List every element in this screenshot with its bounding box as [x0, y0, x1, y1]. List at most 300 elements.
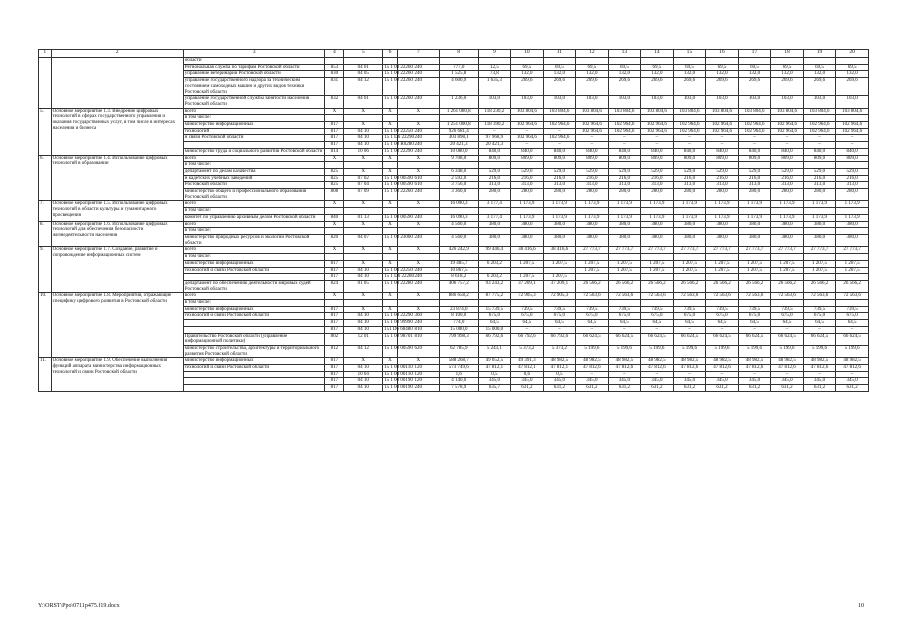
- amount-cell: 809,0: [608, 155, 641, 162]
- amount-cell: –: [673, 326, 706, 333]
- amount-cell: 102 964,6: [836, 122, 869, 129]
- amount-cell: 380,0: [543, 234, 576, 246]
- amount-cell: 5 373,2: [511, 345, 544, 357]
- amount-cell: 739,5: [803, 306, 836, 313]
- amount-cell: 23 874,0: [439, 306, 478, 313]
- amount-cell: 26 566,2: [641, 280, 674, 292]
- budget-code-cell: [344, 162, 383, 169]
- amount-cell: 47 812,6: [576, 365, 609, 372]
- amount-cell: 280,0: [641, 189, 674, 201]
- amount-cell: 269,6: [738, 78, 771, 96]
- amount-cell: 4 560,0: [439, 221, 478, 228]
- amount-cell: 132,0: [771, 71, 804, 78]
- amount-cell: 64,5: [543, 320, 576, 327]
- amount-cell: 1 207,5: [771, 260, 804, 267]
- amount-cell: 103,0: [738, 96, 771, 108]
- budget-code-cell: 01 05: [344, 280, 383, 292]
- amount-cell: 280,0: [608, 189, 641, 201]
- amount-cell: 269,6: [543, 78, 576, 96]
- amount-cell: –: [608, 326, 641, 333]
- budget-code-cell: 610: [397, 175, 439, 182]
- amount-cell: 102 964,6: [771, 122, 804, 129]
- amount-cell: 739,5: [576, 306, 609, 313]
- amount-cell: 15 000,0: [439, 326, 478, 333]
- amount-cell: 631,2: [673, 385, 706, 392]
- amount-cell: 631,2: [738, 385, 771, 392]
- amount-cell: 6 348,0: [439, 168, 478, 175]
- amount-cell: 66 624,5: [608, 333, 641, 345]
- amount-cell: 675,0: [836, 313, 869, 320]
- column-number: 16: [706, 50, 739, 58]
- amount-cell: 132,0: [641, 71, 674, 78]
- amount-cell: 19 485,7: [439, 260, 478, 267]
- amount-cell: 1 173,9: [608, 214, 641, 221]
- amount-cell: 102 964,6: [803, 128, 836, 135]
- amount-cell: –: [771, 135, 804, 142]
- budget-code-cell: [383, 162, 398, 169]
- amount-cell: 1 173,9: [706, 214, 739, 221]
- amount-cell: 380,0: [576, 234, 609, 246]
- amount-cell: 47 812,1: [478, 365, 511, 372]
- amount-cell: 313,0: [511, 182, 544, 189]
- amount-cell: 103 804,6: [803, 108, 836, 115]
- amount-cell: 675,0: [673, 313, 706, 320]
- amount-cell: [706, 162, 739, 169]
- budget-code-cell: 15 1 00 22250: [384, 128, 413, 134]
- amount-cell: 840,0: [543, 148, 576, 155]
- amount-cell: 93 243,2: [478, 280, 511, 292]
- amount-cell: 72 563,6: [706, 293, 739, 300]
- budget-code-cell: 04 10: [344, 378, 383, 385]
- amount-cell: 72 563,6: [576, 293, 609, 300]
- budget-code-cell: X: [397, 293, 439, 300]
- responsible-executor: министерство природных ресурсов и экологии Ростовской области: [183, 234, 325, 246]
- amount-cell: 20 421,3: [439, 142, 478, 149]
- amount-cell: 380,0: [478, 234, 511, 246]
- budget-code-cell: 15 1 00 R0280: [384, 142, 414, 148]
- amount-cell: [478, 300, 511, 307]
- column-number: 6: [383, 50, 398, 58]
- budget-code-cell: 817: [325, 326, 344, 333]
- amount-cell: 1 207,5: [836, 260, 869, 267]
- amount-cell: 64,5: [673, 320, 706, 327]
- amount-cell: 103 804,6: [836, 108, 869, 115]
- amount-cell: 631,2: [803, 385, 836, 392]
- amount-cell: –: [771, 326, 804, 333]
- amount-cell: 840,0: [511, 148, 544, 155]
- amount-cell: 118 230,2: [478, 108, 511, 115]
- column-number: 14: [641, 50, 674, 58]
- amount-cell: –: [706, 142, 739, 149]
- responsible-executor: департамент по обеспечению деятельности мировых судей Ростовской области: [183, 280, 325, 292]
- amount-cell: 103,0: [576, 96, 609, 108]
- amount-cell: 15 739,5: [478, 306, 511, 313]
- budget-code-cell: 04 10: [344, 365, 383, 372]
- amount-cell: 840,0: [738, 148, 771, 155]
- responsible-executor: министерство труда и социального развития Ростовской области: [183, 148, 325, 155]
- budget-code-cell: 04 01: [344, 96, 383, 108]
- budget-code-cell: X: [344, 221, 383, 228]
- amount-cell: 840,0: [673, 148, 706, 155]
- amount-cell: 216,0: [771, 175, 804, 182]
- budget-code-cell: 15 1 D6 22290: [384, 135, 414, 141]
- budget-code-cell: [344, 115, 383, 122]
- amount-cell: [836, 274, 869, 281]
- amount-cell: –: [641, 135, 674, 142]
- amount-cell: 1,6: [439, 371, 478, 378]
- amount-cell: [706, 208, 739, 215]
- amount-cell: 345,0: [641, 378, 674, 385]
- amount-cell: 64,5: [706, 320, 739, 327]
- column-number: 17: [738, 50, 771, 58]
- amount-cell: 132,0: [576, 71, 609, 78]
- amount-cell: 72 905,3: [543, 293, 576, 300]
- amount-cell: [608, 228, 641, 235]
- budget-code-cell: 04 01: [344, 64, 383, 71]
- amount-cell: 380,0: [478, 221, 511, 228]
- amount-cell: 103 804,6: [576, 108, 609, 115]
- column-number: 5: [344, 50, 383, 58]
- amount-cell: –: [543, 128, 576, 135]
- amount-cell: 103 804,6: [511, 108, 544, 115]
- amount-cell: 26 566,2: [803, 280, 836, 292]
- amount-cell: 38 416,6: [543, 247, 576, 254]
- amount-cell: 132,0: [511, 71, 544, 78]
- activity-name: [51, 58, 183, 109]
- row-number: 11.: [39, 358, 52, 392]
- amount-cell: 739,5: [706, 306, 739, 313]
- amount-cell: 6 203,2: [478, 260, 511, 267]
- amount-cell: 47 812,6: [738, 365, 771, 372]
- amount-cell: –: [641, 326, 674, 333]
- budget-code-cell: 120: [397, 378, 439, 385]
- column-number-row: [39, 50, 869, 58]
- budget-code-cell: X: [383, 306, 398, 313]
- amount-cell: 0,6: [511, 371, 544, 378]
- amount-cell: [836, 58, 869, 65]
- budget-code-cell: 817: [325, 378, 344, 385]
- amount-cell: [771, 115, 804, 122]
- budget-code-cell: X: [325, 247, 344, 254]
- amount-cell: 313,0: [706, 182, 739, 189]
- budget-code-cell: 10 06: [344, 148, 383, 155]
- amount-cell: –: [771, 142, 804, 149]
- amount-cell: –: [478, 128, 511, 135]
- amount-cell: 380,0: [673, 234, 706, 246]
- amount-cell: 280,0: [706, 189, 739, 201]
- amount-cell: 69,5: [706, 64, 739, 71]
- amount-cell: 1 207,5: [608, 267, 641, 274]
- amount-cell: 675,0: [608, 313, 641, 320]
- amount-cell: 102 964,6: [803, 122, 836, 129]
- amount-cell: [771, 162, 804, 169]
- amount-cell: [478, 58, 511, 65]
- budget-code-cell: 15 1 00 23000: [383, 234, 398, 246]
- row-number: 7.: [39, 201, 52, 221]
- budget-code-cell: X: [397, 247, 439, 254]
- responsible-executor: технологий: [183, 128, 325, 135]
- amount-cell: 1 173,9: [576, 201, 609, 208]
- amount-cell: [803, 300, 836, 307]
- amount-cell: 529,0: [543, 168, 576, 175]
- budget-code-cell: 240: [397, 64, 439, 71]
- amount-cell: 380,0: [836, 234, 869, 246]
- amount-cell: 72 563,6: [803, 293, 836, 300]
- amount-cell: [836, 115, 869, 122]
- amount-cell: 118 390,2: [478, 122, 511, 129]
- amount-cell: 69,5: [771, 64, 804, 71]
- responsible-executor: министерство информационных: [183, 306, 325, 313]
- amount-cell: 1 207,5: [641, 267, 674, 274]
- amount-cell: 48 982,5: [543, 358, 576, 365]
- amount-cell: –: [673, 135, 706, 142]
- activity-name: Основное мероприятие 1.4. Использование цифровых технологий в образовании: [51, 155, 183, 201]
- amount-cell: –: [576, 142, 609, 149]
- amount-cell: 739,5: [511, 306, 544, 313]
- amount-cell: 48 982,5: [803, 358, 836, 365]
- amount-cell: 102 964,6: [673, 128, 706, 135]
- amount-cell: 269,6: [576, 78, 609, 96]
- amount-cell: 313,0: [738, 182, 771, 189]
- budget-table: [38, 49, 869, 392]
- amount-cell: [511, 162, 544, 169]
- amount-cell: 675,0: [738, 313, 771, 320]
- column-number: 13: [608, 50, 641, 58]
- budget-code-cell: 15 1 00 22260: [383, 96, 398, 108]
- amount-cell: 1 173,9: [771, 201, 804, 208]
- amount-cell: 1 207,5: [738, 260, 771, 267]
- responsible-executor: и связи Ростовской области: [183, 135, 325, 142]
- budget-code-cell: 07 02: [344, 175, 383, 182]
- amount-cell: [706, 115, 739, 122]
- amount-cell: 216,0: [673, 175, 706, 182]
- responsible-executor: управление государственной службы занятости населения Ростовской области: [183, 96, 325, 108]
- amount-cell: 72 563,6: [641, 293, 674, 300]
- amount-cell: 10 080,0: [439, 148, 478, 155]
- amount-cell: 631,2: [706, 385, 739, 392]
- amount-cell: –: [608, 371, 641, 378]
- budget-code-cell: 15 1 00 00590: [384, 182, 413, 188]
- amount-cell: [706, 274, 739, 281]
- amount-cell: [836, 162, 869, 169]
- budget-code-cell: X: [344, 201, 383, 208]
- budget-code-cell: 04 10: [344, 320, 383, 327]
- budget-code-cell: 360: [397, 313, 439, 320]
- column-number: 7: [397, 50, 439, 58]
- amount-cell: –: [738, 135, 771, 142]
- budget-code-cell: X: [344, 108, 383, 115]
- responsible-executor: управление ветеринарии Ростовской области: [183, 71, 325, 78]
- responsible-executor: министерство строительства, архитектуры и территориального развития Ростовской области: [183, 345, 325, 357]
- amount-cell: 809,0: [706, 155, 739, 162]
- responsible-executor: министерство общего и профессионального образования Ростовской области: [183, 189, 325, 201]
- amount-cell: 631,2: [641, 385, 674, 392]
- amount-cell: [478, 162, 511, 169]
- amount-cell: 1 251 000,8: [439, 122, 478, 129]
- amount-cell: [771, 228, 804, 235]
- amount-cell: 27 773,7: [803, 247, 836, 254]
- amount-cell: 345,0: [511, 378, 544, 385]
- amount-cell: 631,2: [543, 385, 576, 392]
- budget-code-cell: X: [325, 201, 344, 208]
- budget-code-cell: 15 1 00 00110: [384, 365, 413, 371]
- amount-cell: 66 792,6: [511, 333, 544, 345]
- responsible-executor: министерство информационных: [183, 358, 325, 365]
- amount-cell: 64,5: [576, 320, 609, 327]
- amount-cell: –: [641, 371, 674, 378]
- column-number: 12: [576, 50, 609, 58]
- amount-cell: 1 207,5: [673, 260, 706, 267]
- amount-cell: 2 592,0: [439, 175, 478, 182]
- amount-cell: 66 624,5: [641, 333, 674, 345]
- budget-code-cell: 817: [325, 371, 344, 378]
- budget-code-cell: 240: [397, 320, 439, 327]
- amount-cell: [771, 208, 804, 215]
- amount-cell: 102 964,6: [706, 122, 739, 129]
- amount-cell: 269,6: [511, 78, 544, 96]
- amount-cell: [608, 300, 641, 307]
- responsible-executor: в том числе:: [183, 300, 325, 307]
- amount-cell: 132,0: [706, 71, 739, 78]
- amount-cell: 380,0: [511, 234, 544, 246]
- amount-cell: 280,0: [673, 189, 706, 201]
- amount-cell: 102 964,6: [576, 122, 609, 129]
- budget-code-cell: X: [325, 108, 344, 115]
- amount-cell: –: [641, 142, 674, 149]
- amount-cell: 103,0: [673, 96, 706, 108]
- amount-cell: 37 209,1: [543, 280, 576, 292]
- amount-cell: 529,0: [478, 168, 511, 175]
- budget-code-cell: X: [383, 260, 398, 267]
- amount-cell: 216,0: [706, 175, 739, 182]
- amount-cell: 97 968,9: [478, 135, 511, 142]
- amount-cell: 631,2: [576, 385, 609, 392]
- amount-cell: 840,0: [771, 148, 804, 155]
- amount-cell: [803, 162, 836, 169]
- budget-code-cell: 240: [397, 96, 439, 108]
- table-row: [39, 108, 869, 115]
- amount-cell: 1 207,5: [706, 260, 739, 267]
- amount-cell: 48 982,5: [608, 358, 641, 365]
- table-row: [39, 201, 869, 208]
- budget-code-cell: 151 D6 68480: [384, 326, 413, 332]
- amount-cell: 1 207,5: [543, 274, 576, 281]
- amount-cell: 269,6: [803, 78, 836, 96]
- amount-cell: [439, 208, 478, 215]
- amount-cell: 216,0: [511, 175, 544, 182]
- budget-code-cell: 04 10: [344, 313, 383, 320]
- amount-cell: 1 173,9: [706, 201, 739, 208]
- budget-code-cell: 15 1 00 22290: [384, 148, 413, 154]
- amount-cell: 5 199,6: [803, 345, 836, 357]
- amount-cell: 49 052,5: [478, 358, 511, 365]
- budget-code-cell: [383, 254, 398, 261]
- responsible-executor: технологий и связи Ростовской области: [183, 267, 325, 274]
- amount-cell: [576, 208, 609, 215]
- amount-cell: 103,0: [771, 96, 804, 108]
- budget-code-cell: 15 1 00 22250: [384, 267, 413, 273]
- amount-cell: [543, 267, 576, 274]
- amount-cell: [673, 300, 706, 307]
- amount-cell: [673, 208, 706, 215]
- budget-code-cell: 120: [397, 365, 439, 372]
- amount-cell: [803, 208, 836, 215]
- amount-cell: 132,0: [738, 71, 771, 78]
- amount-cell: 675,0: [511, 313, 544, 320]
- budget-code-cell: [397, 115, 439, 122]
- amount-cell: [543, 162, 576, 169]
- amount-cell: 380,0: [771, 221, 804, 228]
- amount-cell: 313,0: [543, 182, 576, 189]
- amount-cell: 1 173,9: [641, 214, 674, 221]
- budget-code-cell: 240: [397, 135, 439, 142]
- budget-code-cell: 240: [397, 214, 439, 221]
- amount-cell: 103,0: [608, 96, 641, 108]
- budget-code-cell: 825: [325, 168, 344, 175]
- responsible-executor: [183, 378, 325, 385]
- amount-cell: 269,6: [706, 78, 739, 96]
- amount-cell: –: [738, 371, 771, 378]
- budget-code-cell: 802: [325, 333, 344, 345]
- amount-cell: 72 563,6: [608, 293, 641, 300]
- amount-cell: 66 624,5: [673, 333, 706, 345]
- amount-cell: 1 173,9: [511, 201, 544, 208]
- budget-code-cell: 240: [397, 234, 439, 246]
- amount-cell: 280,0: [771, 189, 804, 201]
- budget-code-cell: 15 1 00 22260: [383, 78, 398, 96]
- amount-cell: 102 964,6: [543, 122, 576, 129]
- amount-cell: 345,0: [738, 378, 771, 385]
- amount-cell: 103 804,6: [673, 108, 706, 115]
- amount-cell: 216,0: [576, 175, 609, 182]
- amount-cell: 48 982,5: [673, 358, 706, 365]
- amount-cell: 380,0: [706, 234, 739, 246]
- amount-cell: 588 268,7: [439, 358, 478, 365]
- amount-cell: 103 804,6: [608, 108, 641, 115]
- amount-cell: 216,0: [641, 175, 674, 182]
- amount-cell: 3 177,4: [478, 214, 511, 221]
- amount-cell: 380,0: [641, 221, 674, 228]
- amount-cell: 64,5: [511, 320, 544, 327]
- amount-cell: [836, 300, 869, 307]
- amount-cell: [673, 228, 706, 235]
- budget-code-cell: 04 10: [344, 274, 383, 281]
- amount-cell: 66 624,5: [576, 333, 609, 345]
- budget-code-cell: 817: [325, 320, 344, 327]
- amount-cell: 809,0: [543, 155, 576, 162]
- amount-cell: [738, 115, 771, 122]
- budget-code-cell: 04 10: [344, 128, 383, 135]
- amount-cell: 103,0: [803, 96, 836, 108]
- amount-cell: 313,0: [673, 182, 706, 189]
- budget-code-cell: [344, 300, 383, 307]
- amount-cell: –: [836, 135, 869, 142]
- budget-code-cell: 830: [325, 71, 344, 78]
- budget-code-cell: X: [397, 201, 439, 208]
- amount-cell: [803, 274, 836, 281]
- amount-cell: 64,5: [608, 320, 641, 327]
- responsible-executor: управление государственного надзора за техническим состоянием самоходных машин и других видов техники Ростовской области: [183, 78, 325, 96]
- budget-code-cell: 817: [325, 122, 344, 129]
- amount-cell: 1 173,9: [836, 201, 869, 208]
- amount-cell: 5 199,6: [673, 345, 706, 357]
- amount-cell: 26 566,2: [738, 280, 771, 292]
- amount-cell: 103 804,6: [771, 108, 804, 115]
- budget-code-cell: 15 1 00 98701: [383, 333, 398, 345]
- amount-cell: 675,0: [803, 313, 836, 320]
- amount-cell: 840,0: [706, 148, 739, 155]
- amount-cell: 1 173,9: [803, 214, 836, 221]
